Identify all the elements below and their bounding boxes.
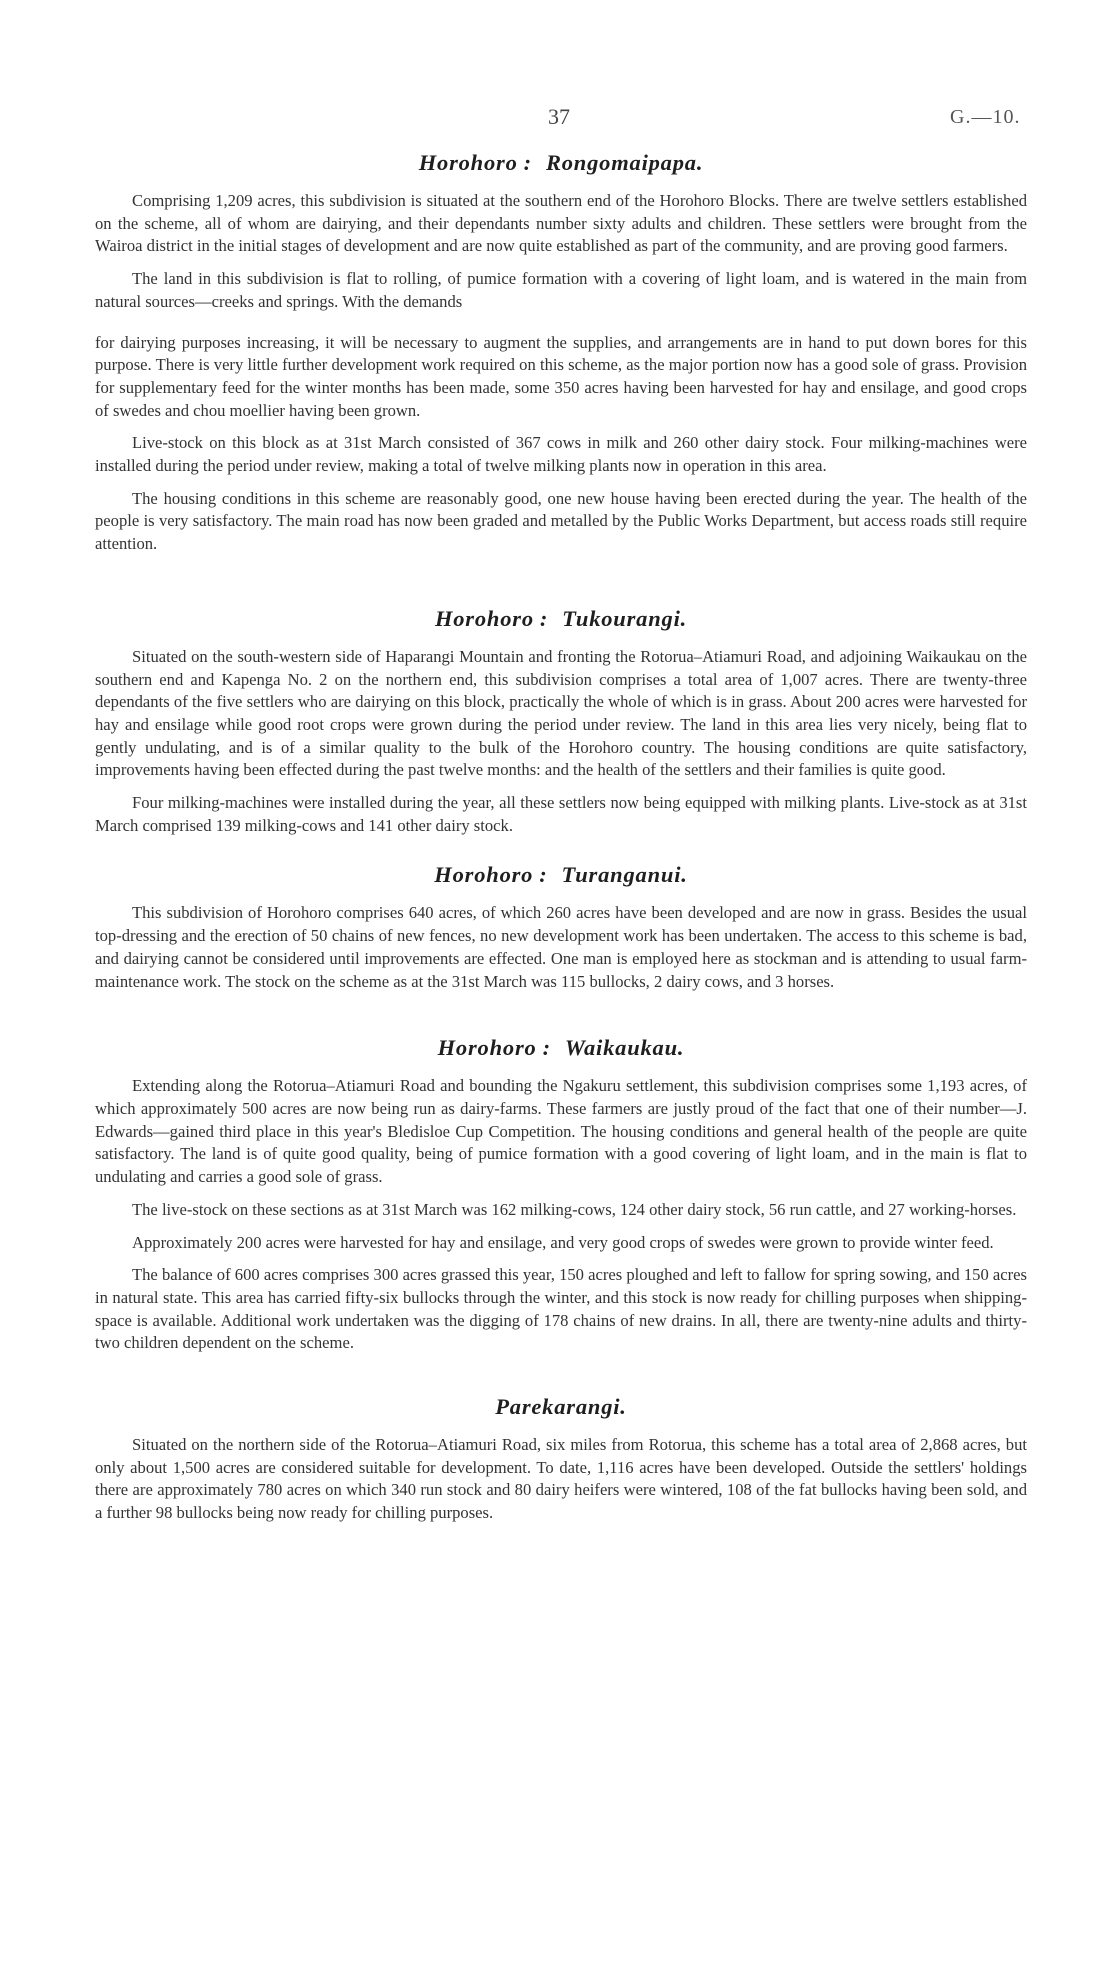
paragraph: The balance of 600 acres comprises 300 acres grassed this year, 150 acres ploughed and left to fallow for spring sowing, and 150 acres in natural state. This area has carried fifty-six bullocks through the winter, and this stock is now ready for chilling purposes when shipping-space is available. Additional work undertaken was the digging of 178 chains of new drains. In all, there are twenty-nine adults and thirty-two children dependent on the scheme. [95,1265,1027,1353]
paragraph: The housing conditions in this scheme are reasonably good, one new house having been erected during the year. The health of the people is very satisfactory. The main road has now been graded and metalled by the Public Works Department, but access roads still require attention. [95,488,1027,554]
heading-place: Horohoro [437,1035,537,1061]
document-body [95,150,1027,1535]
paragraph: Extending along the Rotorua–Atiamuri Road and bounding the Ngakuru settlement, this subdivision comprises some 1,193 acres, of which approximately 500 acres are now being run as dairy-farms. These farmers are justly proud of the fact that one of their number—J. Edwards—gained third place in this year's Bledisloe Cup Competition. The housing conditions and general health of the people are quite satisfactory. The land is of quite good quality, being of pumice formation with a good covering of light loam, and in the main is flat to undulating and carries a good sole of grass. [95,1076,1027,1187]
page-number: 37 [548,104,570,129]
heading-name: Tukourangi. [562,605,688,631]
section-parekarangi [95,1394,1027,1525]
paragraph: The land in this subdivision is flat to rolling, of pumice formation with a covering of light loam, and is watered in the main from natural sources—creeks and springs. With the demands [95,269,1027,311]
paragraph: This subdivision of Horohoro comprises 640 acres, of which 260 acres have been developed and are now in grass. Besides the usual top-dressing and the erection of 50 chains of new fences, no new development work has been undertaken. The access to this scheme is bad, and dairying cannot be considered until improvements are effected. One man is employed here as stockman and is attending to usual farm-maintenance work. The stock on the scheme as at the 31st March was 115 bullocks, 2 dairy cows, and 3 horses. [95,903,1027,991]
paragraph: Situated on the northern side of the Rotorua–Atiamuri Road, six miles from Rotorua, this scheme has a total area of 2,868 acres, but only about 1,500 acres are considered suitable for development. To date, 1,116 acres have been developed. Outside the settlers' holdings there are approximately 780 acres on which 340 run stock and 80 dairy heifers were wintered, 108 of the fat bullocks having been sold, and a further 98 bullocks being now ready for chilling purposes. [95,1435,1027,1523]
paragraph: Situated on the south-western side of Haparangi Mountain and fronting the Rotorua–Atiamuri Road, and adjoining Waikaukau on the southern end and Kapenga No. 2 on the northern end, this subdivision comprises a total area of 1,007 acres. There are twenty-three dependants of the five settlers who are dairying on this block, practically the whole of which is in grass. About 200 acres were harvested for hay and ensilage while good root crops were grown during the period under review. The land in this area lies very nicely, being flat to gently undulating, and is of a similar quality to the bulk of the Horohoro country. The housing conditions are quite satisfactory, improvements having been effected during the past twelve months: and the health of the settlers and their families is quite good. [95,646,1027,780]
section-heading: Horohoro : Rongomaipapa. [418,150,704,175]
heading-name: Parekarangi. [495,1394,627,1420]
paragraph: Live-stock on this block as at 31st March consisted of 367 cows in milk and 260 other dairy stock. Four milking-machines were installed during the period under review, making a total of twelve milking plants now in operation in this area. [95,433,1027,476]
section-tukourangi [95,606,1027,838]
document-reference: G.—10. [950,106,1021,128]
section-waikaukau [95,1035,1027,1355]
paragraph: Comprising 1,209 acres, this subdivision is situated at the southern end of the Horohoro Blocks. There are twelve settlers established on the scheme, all of whom are dairying, and their dependants number sixty adults and children. These settlers were brought from the Wairoa district in the initial stages of development and are now quite established as part of the community, and are proving good farmers. [95,191,1027,256]
heading-place: Horohoro [418,150,518,175]
heading-place: Horohoro [434,605,534,631]
paragraph: Approximately 200 acres were harvested for hay and ensilage, and very good crops of swedes were grown to provide winter feed. [132,1232,994,1252]
heading-name: Rongomaipapa. [545,150,704,175]
section-heading: Horohoro : Turanganui. [434,862,688,888]
section-rongomaipapa [95,150,1027,556]
paragraph: for dairying purposes increasing, it will be necessary to augment the supplies, and arrangements are in hand to put down bores for this purpose. There is very little further development work required on this scheme, as the major portion now has a good sole of grass. Provision for supplementary feed for the winter months has been made, some 350 acres having been harvested for hay and ensilage, and good crops of swedes and chou moellier having been grown. [95,332,1027,420]
section-heading: Horohoro : Tukourangi. [434,605,688,631]
heading-place: Horohoro [434,862,534,888]
heading-name: Turanganui. [561,862,688,888]
section-heading: Horohoro : Waikaukau. [437,1035,685,1061]
section-heading [95,1394,1027,1420]
paragraph: The live-stock on these sections as at 31st March was 162 milking-cows, 124 other dairy stock, 56 run cattle, and 27 working-horses. [132,1199,1017,1219]
paragraph: Four milking-machines were installed during the year, all these settlers now being equipped with milking plants. Live-stock as at 31st March comprised 139 milking-cows and 141 other dairy stock. [95,793,1027,835]
section-turanganui [95,862,1027,993]
heading-name: Waikaukau. [564,1035,685,1061]
